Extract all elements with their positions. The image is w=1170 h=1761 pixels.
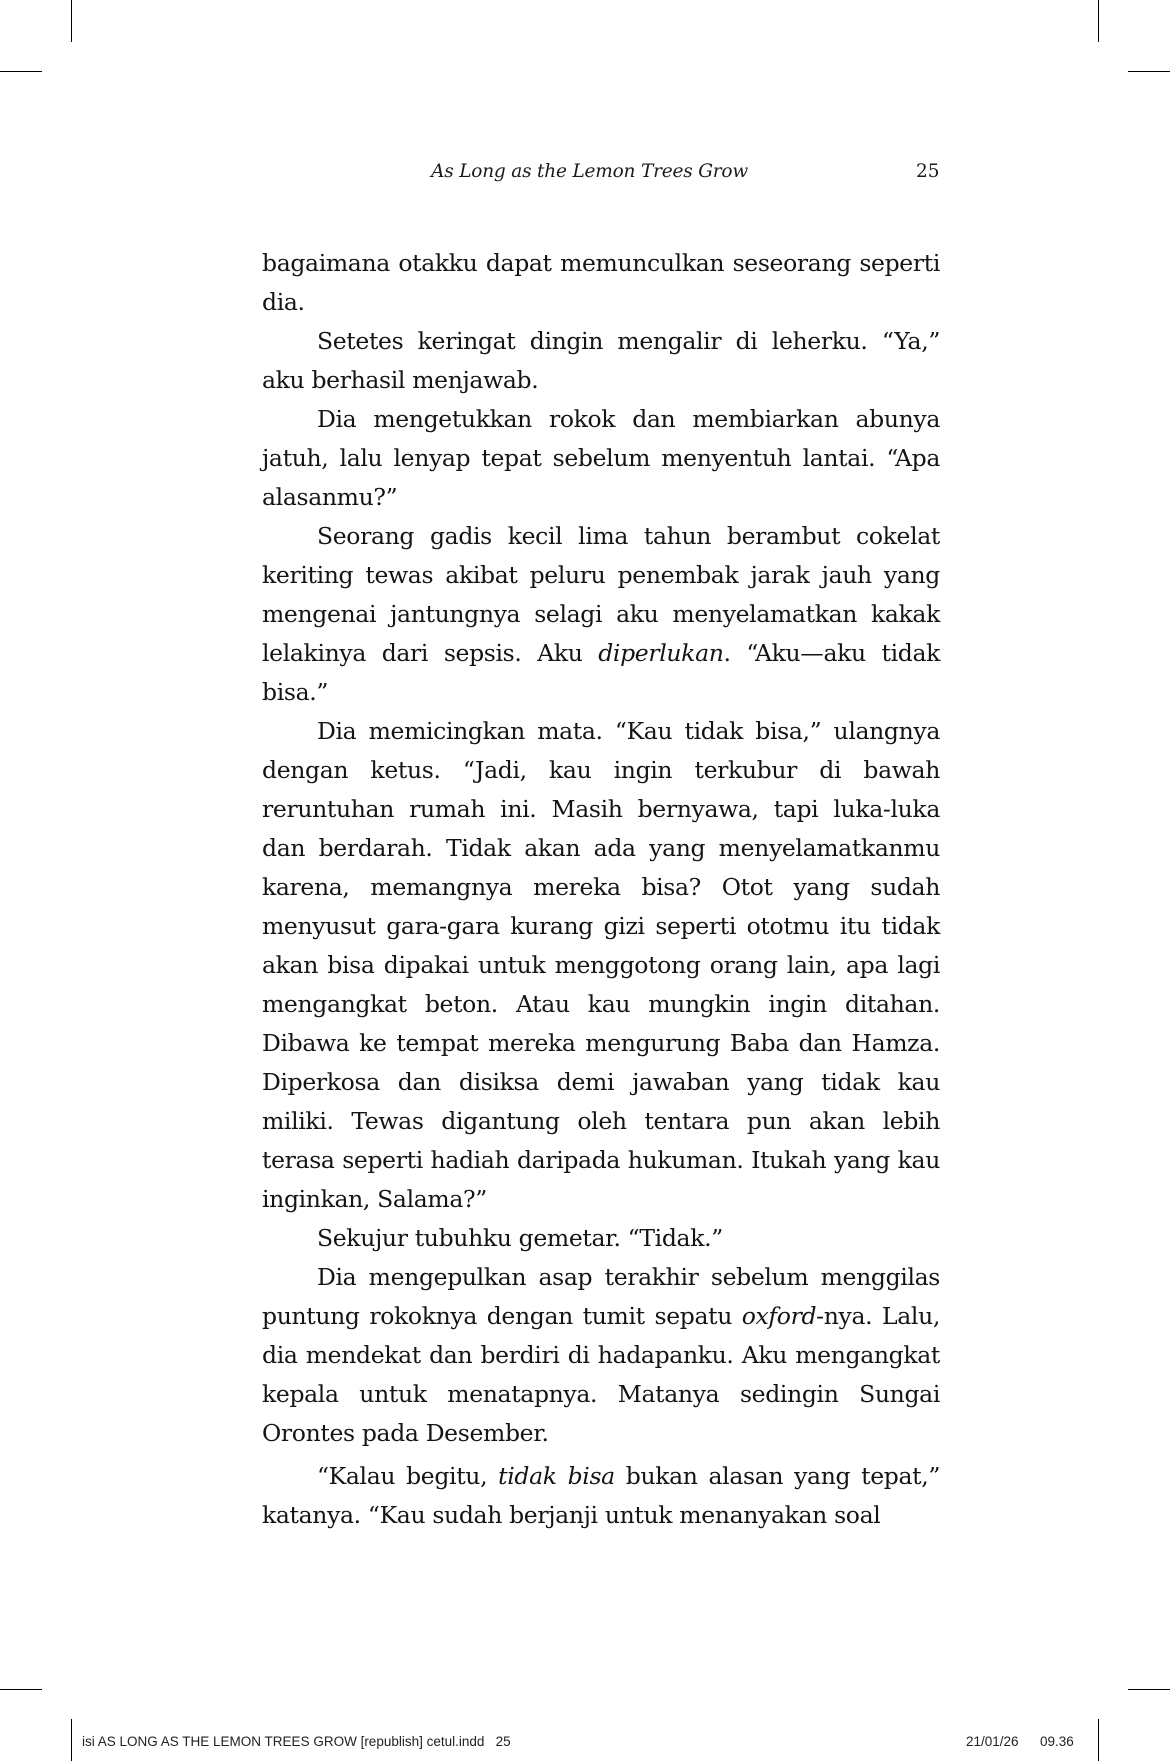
paragraph-1: bagaimana otakku dapat memunculkan seseorang seperti dia. — [262, 249, 940, 316]
paragraph-7-text-b: -nya. Lalu, dia mendekat dan berdiri di hadapanku. Aku mengangkat kepala untuk menatapnya. Matanya sedingin Sungai Orontes pada Desember. — [262, 1302, 940, 1447]
crop-mark-bottom-left-vertical — [71, 1719, 72, 1761]
paragraph-4-text-a: Seorang gadis kecil lima tahun berambut cokelat keriting tewas akibat peluru penembak jarak jauh yang mengenai jantungnya selagi aku menyelamatkan kakak lelakinya dari sepsis. Aku — [262, 522, 940, 667]
crop-mark-top-right-horizontal — [1128, 71, 1170, 72]
running-title: As Long as the Lemon Trees Grow — [431, 161, 748, 182]
slug-time: 09.36 — [1040, 1734, 1074, 1749]
slug-date: 21/01/26 — [966, 1734, 1019, 1749]
paragraph-4-emphasis: diperlukan — [598, 639, 724, 667]
crop-mark-top-left-horizontal — [0, 71, 42, 72]
body-text — [262, 244, 940, 1535]
paragraph-7-text-a: Dia mengepulkan asap terakhir sebelum menggilas puntung rokoknya dengan tumit sepatu — [262, 1263, 940, 1330]
crop-mark-top-right-vertical — [1098, 0, 1099, 42]
paragraph-4 — [262, 517, 940, 712]
page-number: 25 — [916, 161, 940, 182]
paragraph-7-emphasis: oxford — [741, 1302, 817, 1330]
crop-mark-bottom-left-horizontal — [0, 1689, 42, 1690]
paragraph-4-text-b: . “Aku—aku tidak bisa.” — [262, 639, 940, 706]
crop-mark-top-left-vertical — [71, 0, 72, 42]
slug-file-name: isi AS LONG AS THE LEMON TREES GROW [republish] cetul.indd 25 — [82, 1734, 511, 1749]
paragraph-3: Dia mengetukkan rokok dan membiarkan abunya jatuh, lalu lenyap tepat sebelum menyentuh lantai. “Apa alasanmu?” — [262, 405, 940, 511]
paragraph-8-emphasis: tidak bisa — [498, 1462, 615, 1490]
paragraph-6: Sekujur tubuhku gemetar. “Tidak.” — [317, 1224, 723, 1252]
crop-mark-bottom-right-horizontal — [1128, 1689, 1170, 1690]
paragraph-8-text-b: bukan alasan yang tepat,” katanya. “Kau sudah berjanji untuk menanyakan soal — [262, 1462, 940, 1529]
crop-mark-bottom-right-vertical — [1098, 1719, 1099, 1761]
paragraph-2: Setetes keringat dingin mengalir di leherku. “Ya,” aku berhasil menjawab. — [262, 327, 940, 394]
paragraph-8-text-a: “Kalau begitu, — [317, 1462, 499, 1490]
paragraph-8 — [262, 1457, 940, 1535]
paragraph-5: Dia memicingkan mata. “Kau tidak bisa,” ulangnya dengan ketus. “Jadi, kau ingin terkubur di bawah reruntuhan rumah ini. Masih bernyawa, tapi luka-luka dan berdarah. Tidak akan ada yang menyelamatkanmu karena, memangnya mereka bisa? Otot yang sudah menyusut gara-gara kurang gizi seperti ototmu itu tidak akan bisa dipakai untuk menggotong orang lain, apa lagi mengangkat beton. Atau kau mungkin ingin ditahan. Dibawa ke tempat mereka mengurung Baba dan Hamza. Diperkosa dan disiksa demi jawaban yang tidak kau miliki. Tewas digantung oleh tentara pun akan lebih terasa seperti hadiah daripada hukuman. Itukah yang kau inginkan, Salama?” — [262, 717, 940, 1213]
paragraph-7 — [262, 1258, 940, 1453]
